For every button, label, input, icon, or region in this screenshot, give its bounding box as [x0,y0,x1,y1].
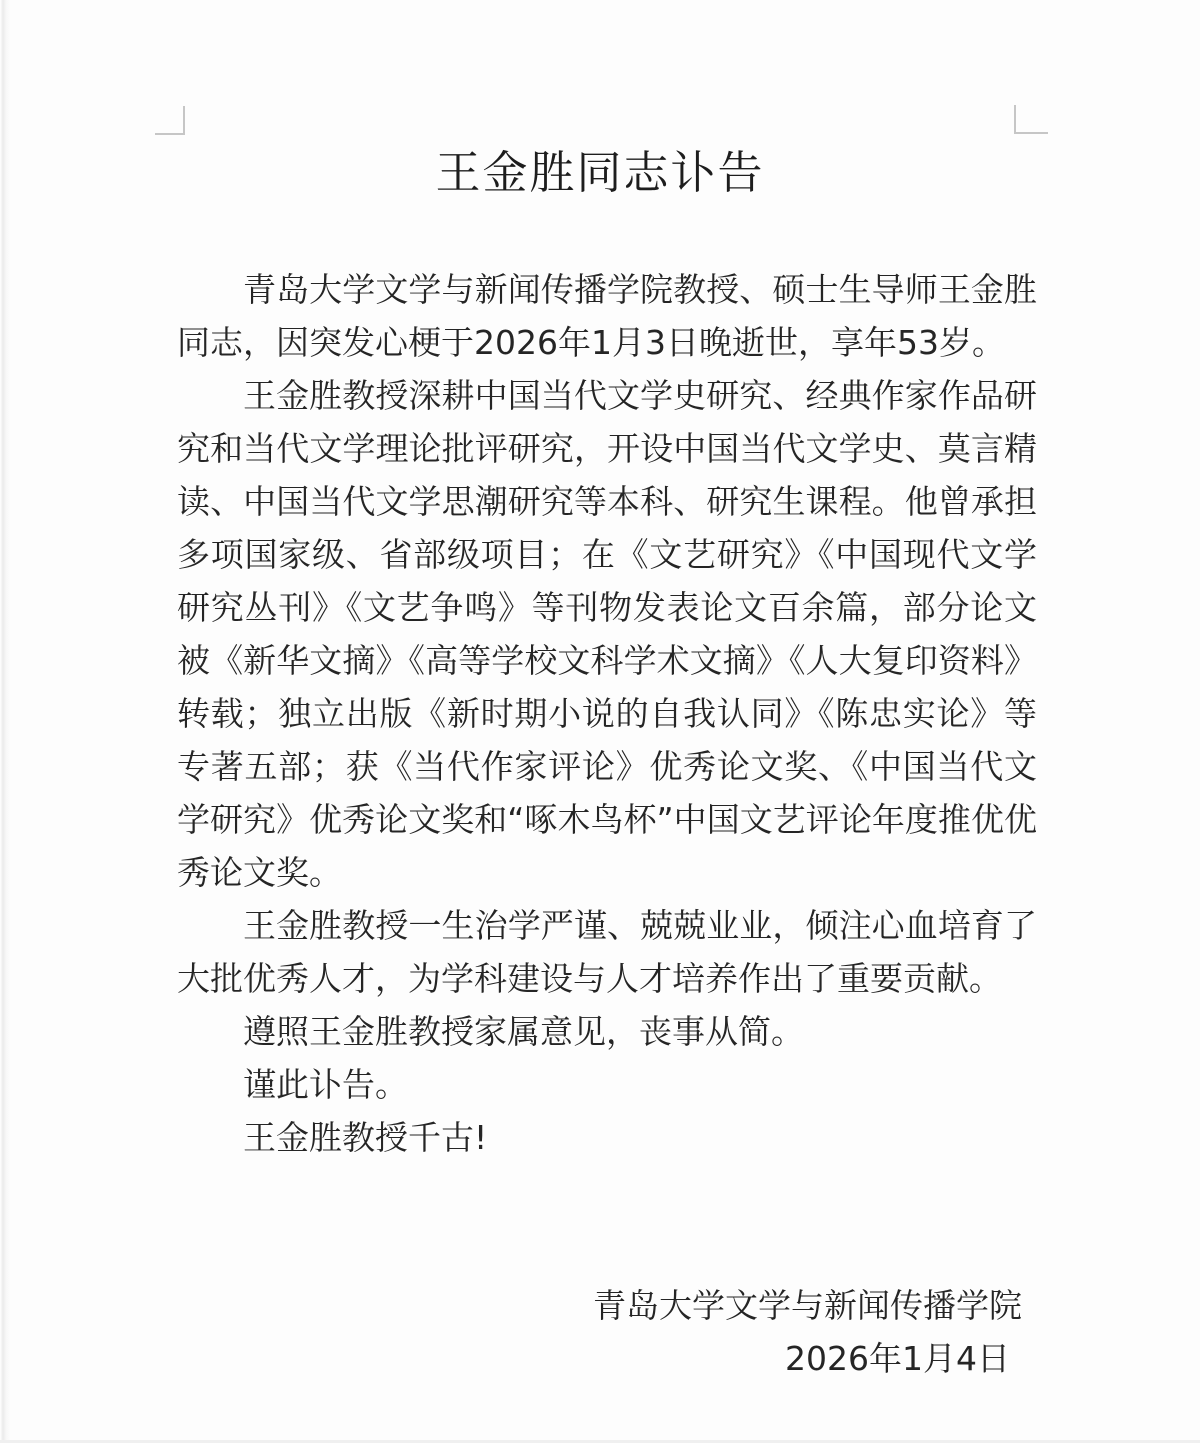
paragraph: 谨此讣告。 [243,1065,408,1104]
paragraph: 王金胜教授一生治学严谨、兢兢业业，倾注心血培育了大批优秀人才，为学科建设与人才培养作出了重要贡献。 [177,906,1037,998]
page-left-edge-shadow [0,0,10,1443]
text-boundary-mark-top-left [155,106,185,135]
obituary-body [177,263,1037,1164]
signature-organization: 青岛大学文学与新闻传播学院 [593,1286,1022,1325]
paragraph: 遵照王金胜教授家属意见，丧事从简。 [243,1012,804,1051]
text-boundary-mark-top-right [1014,105,1048,134]
paragraph: 王金胜教授深耕中国当代文学史研究、经典作家作品研究和当代文学理论批评研究，开设中国当代文学史、莫言精读、中国当代文学思潮研究等本科、研究生课程。他曾承担多项国家级、省部级项目；在《文艺研究》《中国现代文学研究丛刊》《文艺争鸣》等刊物发表论文百余篇，部分论文被《新华文摘》《高等学校文科学术文摘》《人大复印资料》转载；独立出版《新时期小说的自我认同》《陈忠实论》等专著五部；获《当代作家评论》优秀论文奖、《中国当代文学研究》优秀论文奖和“啄木鸟杯”中国文艺评论年度推优优秀论文奖。 [177,376,1037,892]
paragraph: 青岛大学文学与新闻传播学院教授、硕士生导师王金胜同志，因突发心梗于2026年1月3日晚逝世，享年53岁。 [177,270,1037,362]
obituary-title: 王金胜同志讣告 [435,146,765,199]
signature-date: 2026年1月4日 [785,1339,1010,1378]
closing-block [177,1279,1022,1385]
paragraph: 王金胜教授千古! [243,1118,488,1157]
